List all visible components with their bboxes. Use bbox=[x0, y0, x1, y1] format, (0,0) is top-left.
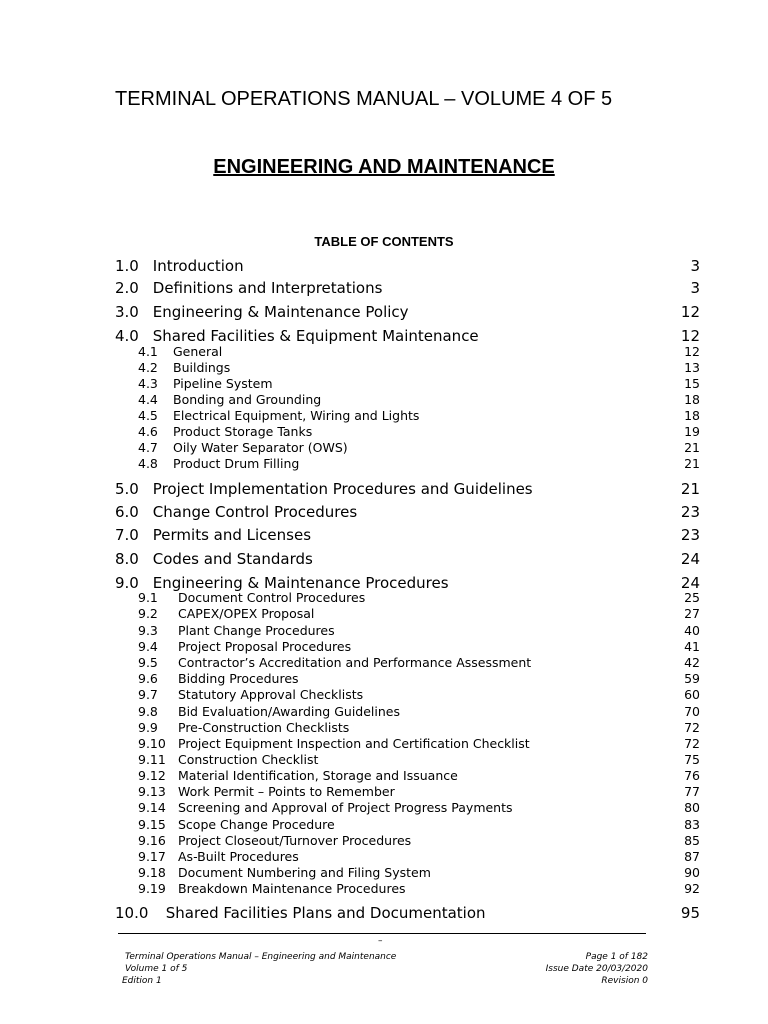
toc-title: As-Built Procedures bbox=[178, 849, 299, 864]
toc-number: 4.8 bbox=[138, 456, 158, 471]
toc-title: Shared Facilities & Equipment Maintenance bbox=[152, 327, 479, 345]
toc-page: 18 bbox=[684, 392, 700, 407]
toc-page: 24 bbox=[680, 574, 700, 592]
toc-title: Change Control Procedures bbox=[152, 503, 358, 521]
toc-number: 9.4 bbox=[138, 639, 158, 654]
toc-page: 92 bbox=[684, 881, 700, 896]
toc-subentry bbox=[138, 671, 700, 686]
toc-number: 4.5 bbox=[138, 408, 158, 423]
toc-entry bbox=[115, 279, 700, 297]
footer-tick: – bbox=[378, 936, 383, 946]
toc-number: 5.0 bbox=[115, 480, 139, 498]
toc-number: 9.9 bbox=[138, 720, 158, 735]
toc-page: 12 bbox=[680, 327, 700, 345]
toc-page: 41 bbox=[684, 639, 700, 654]
toc-page: 40 bbox=[684, 623, 700, 638]
footer-manual-name: Terminal Operations Manual – Engineering and Maintenance bbox=[125, 952, 397, 962]
toc-title: Buildings bbox=[173, 360, 231, 375]
toc-entry bbox=[115, 303, 700, 321]
toc-number: 9.16 bbox=[138, 833, 166, 848]
toc-entry bbox=[115, 480, 700, 498]
toc-page: 42 bbox=[684, 655, 700, 670]
toc-subentry bbox=[138, 639, 700, 654]
toc-title: Screening and Approval of Project Progress Payments bbox=[178, 800, 513, 815]
toc-page: 80 bbox=[684, 800, 700, 815]
toc-title: Document Control Procedures bbox=[178, 590, 366, 605]
toc-subentry bbox=[138, 590, 700, 605]
toc-page: 76 bbox=[684, 768, 700, 783]
toc-page: 18 bbox=[684, 408, 700, 423]
toc-title: Product Storage Tanks bbox=[173, 424, 313, 439]
toc-number: 4.7 bbox=[138, 440, 158, 455]
toc-page: 59 bbox=[684, 671, 700, 686]
toc-title: Codes and Standards bbox=[152, 550, 313, 568]
toc-number: 9.1 bbox=[138, 590, 158, 605]
toc-subentry bbox=[138, 687, 700, 702]
toc-page: 23 bbox=[680, 503, 700, 521]
toc-page: 95 bbox=[680, 904, 700, 922]
toc-title: Product Drum Filling bbox=[173, 456, 300, 471]
toc-entry bbox=[115, 550, 700, 568]
toc-title: Contractor’s Accreditation and Performance Assessment bbox=[178, 655, 532, 670]
toc-subentry bbox=[138, 456, 700, 471]
toc-title: Pre-Construction Checklists bbox=[178, 720, 350, 735]
toc-subentry bbox=[138, 408, 700, 423]
toc-title: Project Proposal Procedures bbox=[178, 639, 352, 654]
toc-title: Pipeline System bbox=[173, 376, 273, 391]
toc-title: Bonding and Grounding bbox=[173, 392, 322, 407]
toc-title: Shared Facilities Plans and Documentation bbox=[165, 904, 486, 922]
toc-title: General bbox=[173, 344, 223, 359]
toc-page: 3 bbox=[690, 257, 700, 275]
toc-number: 9.11 bbox=[138, 752, 166, 767]
toc-entry bbox=[115, 503, 700, 521]
footer-volume: Volume 1 of 5 bbox=[125, 964, 188, 974]
toc-number: 3.0 bbox=[115, 303, 139, 321]
toc-title: Plant Change Procedures bbox=[178, 623, 335, 638]
toc-subentry bbox=[138, 360, 700, 375]
toc-page: 23 bbox=[680, 526, 700, 544]
toc-number: 9.15 bbox=[138, 817, 166, 832]
toc-page: 83 bbox=[684, 817, 700, 832]
toc-subentry bbox=[138, 865, 700, 880]
footer-rule bbox=[118, 933, 646, 934]
toc-number: 9.12 bbox=[138, 768, 166, 783]
toc-title: Bid Evaluation/Awarding Guidelines bbox=[178, 704, 400, 719]
toc-title: Construction Checklist bbox=[178, 752, 319, 767]
toc-subentry bbox=[138, 752, 700, 767]
toc-page: 25 bbox=[684, 590, 700, 605]
toc-subentry bbox=[138, 344, 700, 359]
toc-subentry bbox=[138, 392, 700, 407]
toc-page: 70 bbox=[684, 704, 700, 719]
toc-page: 85 bbox=[684, 833, 700, 848]
toc-page: 72 bbox=[684, 720, 700, 735]
toc-subentry bbox=[138, 440, 700, 455]
toc-page: 27 bbox=[684, 606, 700, 621]
toc-page: 15 bbox=[684, 376, 700, 391]
toc-number: 9.14 bbox=[138, 800, 166, 815]
toc-page: 21 bbox=[680, 480, 700, 498]
toc-page: 90 bbox=[684, 865, 700, 880]
toc-title: Scope Change Procedure bbox=[178, 817, 335, 832]
toc-page: 3 bbox=[690, 279, 700, 297]
toc-number: 4.4 bbox=[138, 392, 158, 407]
toc-title: Project Closeout/Turnover Procedures bbox=[178, 833, 412, 848]
document-title: TERMINAL OPERATIONS MANUAL – VOLUME 4 OF 5 bbox=[115, 88, 613, 110]
document-subtitle: ENGINEERING AND MAINTENANCE bbox=[213, 156, 555, 178]
toc-entry bbox=[115, 526, 700, 544]
toc-number: 9.10 bbox=[138, 736, 166, 751]
toc-title: Statutory Approval Checklists bbox=[178, 687, 364, 702]
toc-number: 4.0 bbox=[115, 327, 139, 345]
toc-subentry bbox=[138, 623, 700, 638]
toc-subentry bbox=[138, 881, 700, 896]
toc-title: Oily Water Separator (OWS) bbox=[173, 440, 348, 455]
toc-page: 21 bbox=[684, 440, 700, 455]
toc-number: 4.1 bbox=[138, 344, 158, 359]
toc-title: Project Equipment Inspection and Certification Checklist bbox=[178, 736, 530, 751]
toc-number: 9.0 bbox=[115, 574, 139, 592]
toc-subentry bbox=[138, 376, 700, 391]
toc-subentry bbox=[138, 736, 700, 751]
toc-page: 72 bbox=[684, 736, 700, 751]
toc-subentry bbox=[138, 720, 700, 735]
toc-heading: TABLE OF CONTENTS bbox=[314, 234, 454, 249]
toc-subentry bbox=[138, 833, 700, 848]
toc-page: 24 bbox=[680, 550, 700, 568]
toc-number: 9.8 bbox=[138, 704, 158, 719]
toc-subentry bbox=[138, 655, 700, 670]
toc-number: 8.0 bbox=[115, 550, 139, 568]
toc-number: 9.7 bbox=[138, 687, 158, 702]
toc-number: 4.3 bbox=[138, 376, 158, 391]
toc-page: 75 bbox=[684, 752, 700, 767]
toc-page: 19 bbox=[684, 424, 700, 439]
toc-number: 7.0 bbox=[115, 526, 139, 544]
toc-number: 9.2 bbox=[138, 606, 158, 621]
toc-number: 6.0 bbox=[115, 503, 139, 521]
toc-subentry bbox=[138, 606, 700, 621]
toc-number: 9.3 bbox=[138, 623, 158, 638]
toc-number: 4.2 bbox=[138, 360, 158, 375]
toc-title: Bidding Procedures bbox=[178, 671, 299, 686]
toc-number: 1.0 bbox=[115, 257, 139, 275]
footer-revision: Revision 0 bbox=[601, 976, 648, 986]
toc-title: Electrical Equipment, Wiring and Lights bbox=[173, 408, 420, 423]
footer-issue-date: Issue Date 20/03/2020 bbox=[545, 964, 648, 974]
toc-number: 9.13 bbox=[138, 784, 166, 799]
toc-subentry bbox=[138, 704, 700, 719]
toc-number: 9.5 bbox=[138, 655, 158, 670]
toc-number: 10.0 bbox=[115, 904, 149, 922]
toc-number: 9.6 bbox=[138, 671, 158, 686]
toc-entry bbox=[115, 327, 700, 345]
toc-number: 4.6 bbox=[138, 424, 158, 439]
toc-subentry bbox=[138, 768, 700, 783]
toc-title: Definitions and Interpretations bbox=[152, 279, 383, 297]
toc-number: 2.0 bbox=[115, 279, 139, 297]
toc-page: 87 bbox=[684, 849, 700, 864]
toc-title: Work Permit – Points to Remember bbox=[178, 784, 395, 799]
toc-title: CAPEX/OPEX Proposal bbox=[178, 606, 315, 621]
toc-entry bbox=[115, 257, 700, 275]
toc-page: 60 bbox=[684, 687, 700, 702]
toc-page: 13 bbox=[684, 360, 700, 375]
toc-subentry bbox=[138, 800, 700, 815]
toc-title: Introduction bbox=[152, 257, 244, 275]
toc-number: 9.17 bbox=[138, 849, 166, 864]
toc-title: Engineering & Maintenance Procedures bbox=[152, 574, 449, 592]
toc-subentry bbox=[138, 784, 700, 799]
toc-title: Breakdown Maintenance Procedures bbox=[178, 881, 406, 896]
toc-entry bbox=[115, 904, 700, 922]
toc-title: Permits and Licenses bbox=[152, 526, 312, 544]
toc-subentry bbox=[138, 817, 700, 832]
toc-subentry bbox=[138, 424, 700, 439]
toc-page: 12 bbox=[684, 344, 700, 359]
toc-title: Document Numbering and Filing System bbox=[178, 865, 431, 880]
toc-subentry bbox=[138, 849, 700, 864]
toc-title: Material Identification, Storage and Issuance bbox=[178, 768, 458, 783]
toc-title: Project Implementation Procedures and Guidelines bbox=[152, 480, 533, 498]
toc-title: Engineering & Maintenance Policy bbox=[152, 303, 409, 321]
toc-page: 21 bbox=[684, 456, 700, 471]
toc-number: 9.19 bbox=[138, 881, 166, 896]
footer-edition: Edition 1 bbox=[122, 976, 162, 986]
toc-page: 77 bbox=[684, 784, 700, 799]
footer-page-number: Page 1 of 182 bbox=[585, 952, 648, 962]
toc-number: 9.18 bbox=[138, 865, 166, 880]
toc-page: 12 bbox=[680, 303, 700, 321]
